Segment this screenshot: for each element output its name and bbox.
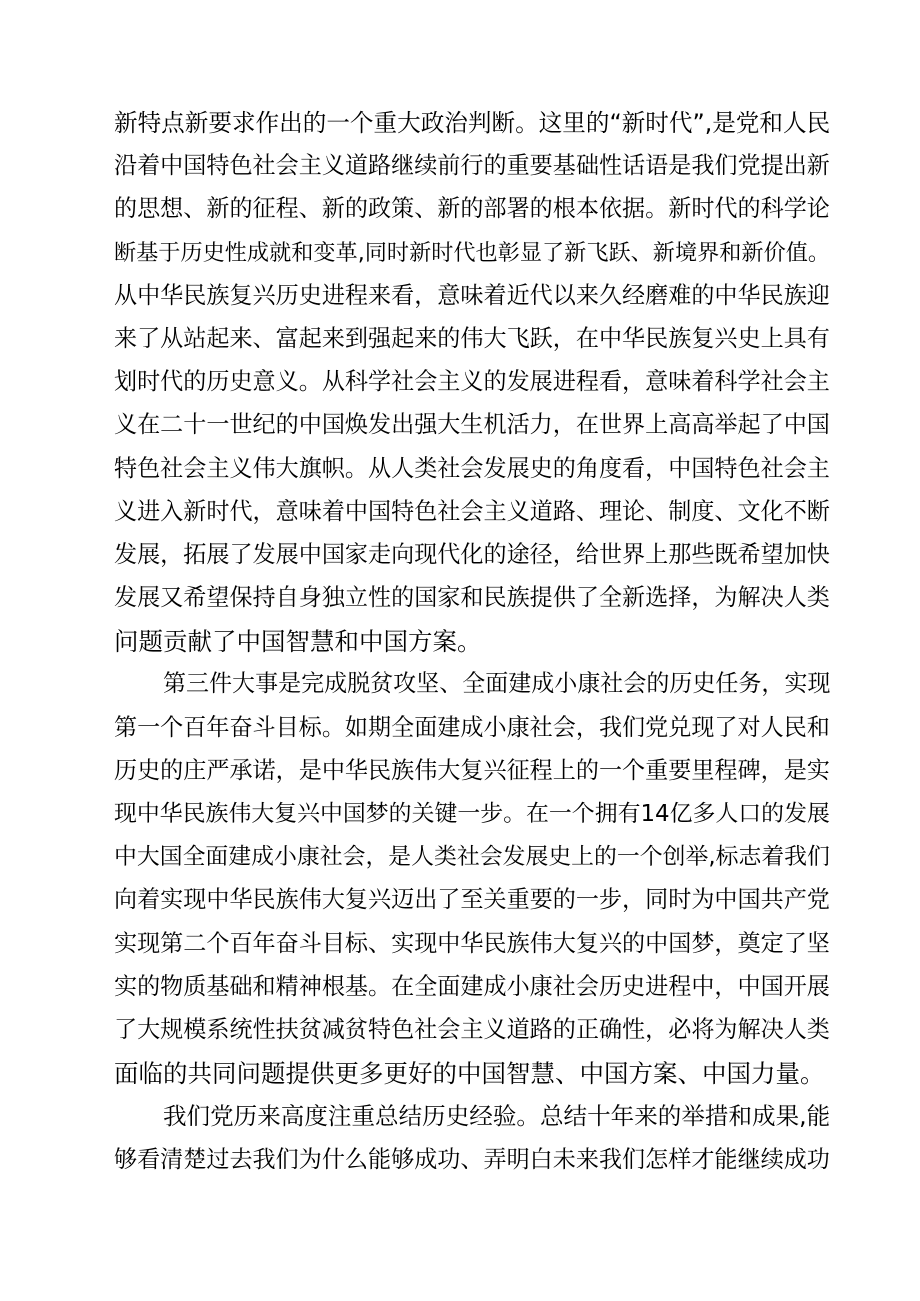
- text-line: 新特点新要求作出的一个重大政治判断。这里的“新时代”,是党和人民: [114, 109, 831, 137]
- text-line: 从中华民族复兴历史进程来看，意味着近代以来久经磨难的中华民族迎: [114, 282, 830, 309]
- text-line: 实的物质基础和精神根基。在全面建成小康社会历史进程中，中国开展: [114, 973, 830, 1000]
- text-line: 发展，拓展了发展中国家走向现代化的途径，给世界上那些既希望加快: [114, 541, 830, 568]
- text-line: 了大规模系统性扶贫减贫特色社会主义道路的正确性，必将为解决人类: [114, 1016, 830, 1043]
- paragraph-start-line: 我们党历来高度注重总结历史经验。总结十年来的举措和成果,能: [163, 1102, 831, 1131]
- text-line: 现中华民族伟大复兴中国梦的关键一步。在一个拥有14亿多人口的发展: [114, 801, 830, 827]
- document-body: [114, 102, 834, 1182]
- text-line: 够看清楚过去我们为什么能够成功、弄明白未来我们怎样才能继续成功: [114, 1146, 830, 1173]
- text-line: 面临的共同问题提供更多更好的中国智慧、中国方案、中国力量。: [114, 1059, 825, 1089]
- text-line: 向着实现中华民族伟大复兴迈出了至关重要的一步，同时为中国共产党: [114, 887, 830, 914]
- text-line: 中大国全面建成小康社会，是人类社会发展史上的一个创举,标志着我们: [114, 844, 830, 871]
- text-line: 的思想、新的征程、新的政策、新的部署的根本依据。新时代的科学论: [114, 196, 830, 223]
- text-line: 历史的庄严承诺，是中华民族伟大复兴征程上的一个重要里程碑，是实: [114, 757, 830, 784]
- text-line: 特色社会主义伟大旗帜。从人类社会发展史的角度看，中国特色社会主: [114, 455, 830, 482]
- text-line: 发展又希望保持自身独立性的国家和民族提供了全新选择，为解决人类: [114, 585, 830, 612]
- text-line: 断基于历史性成就和变革,同时新时代也彰显了新飞跃、新境界和新价值。: [114, 239, 831, 266]
- text-line: 来了从站起来、富起来到强起来的伟大飞跃，在中华民族复兴史上具有: [114, 325, 830, 352]
- text-line: 问题贡献了中国智慧和中国方案。: [114, 627, 482, 657]
- text-line: 义在二十一世纪的中国焕发出强大生机活力，在世界上高高举起了中国: [114, 412, 830, 439]
- text-line: 实现第二个百年奋斗目标、实现中华民族伟大复兴的中国梦，奠定了坚: [114, 930, 830, 957]
- paragraph-start-line: 第三件大事是完成脱贫攻坚、全面建成小康社会的历史任务，实现: [163, 671, 831, 698]
- text-line: 义进入新时代，意味着中国特色社会主义道路、理论、制度、文化不断: [114, 498, 830, 525]
- text-line: 第一个百年奋斗目标。如期全面建成小康社会，我们党兑现了对人民和: [114, 714, 830, 741]
- text-line: 沿着中国特色社会主义道路继续前行的重要基础性话语是我们党提出新: [114, 153, 830, 180]
- text-line: 划时代的历史意义。从科学社会主义的发展进程看，意味着科学社会主: [114, 369, 830, 396]
